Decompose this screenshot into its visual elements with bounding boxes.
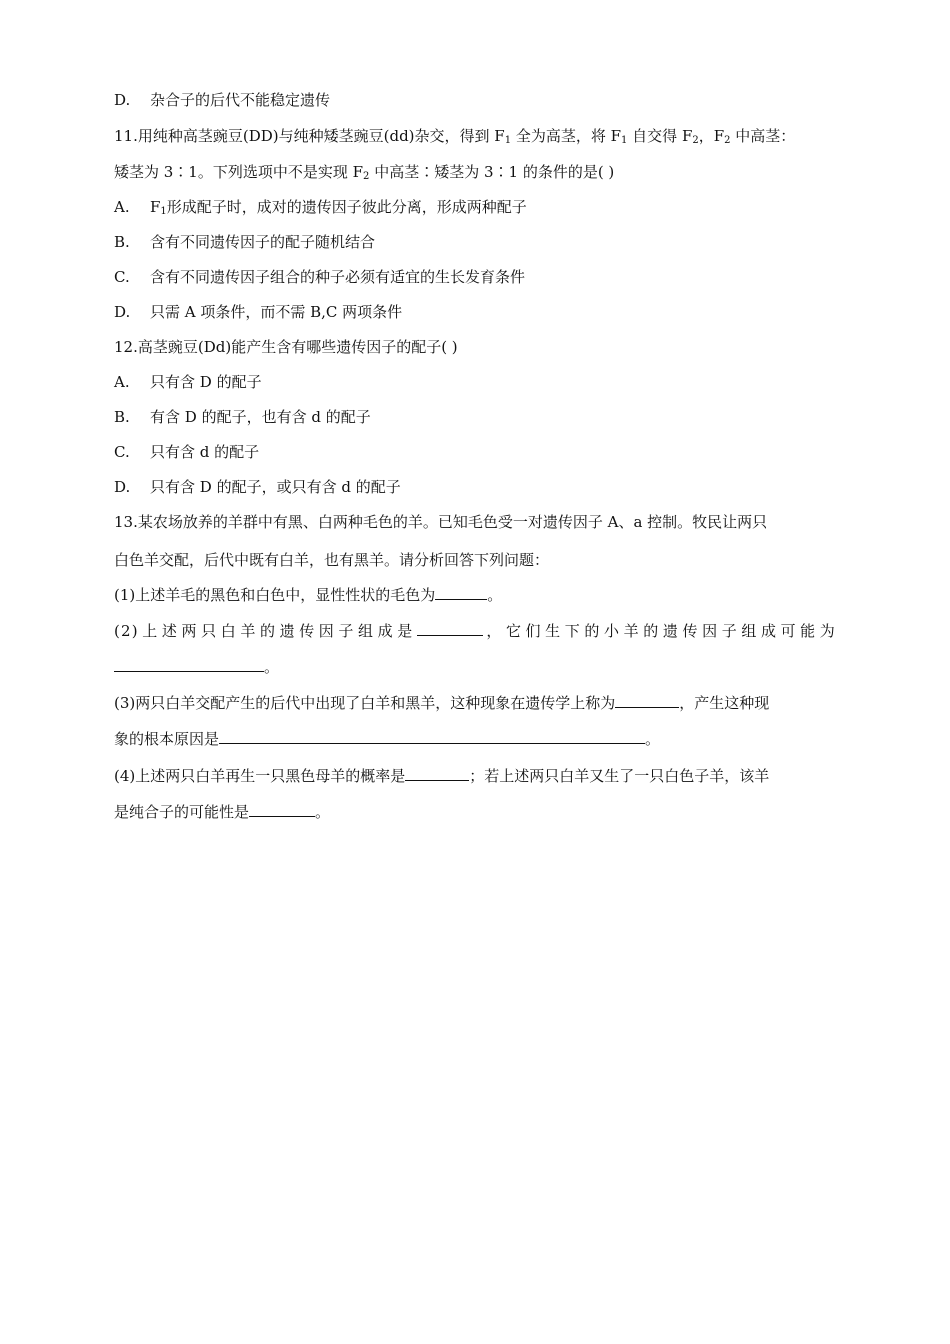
option-text: F (150, 198, 161, 216)
punctuation: 。 (487, 586, 503, 604)
option-text: 只有含 D 的配子 (150, 373, 262, 391)
answer-blank[interactable] (417, 621, 483, 636)
q11-option-d (114, 302, 836, 322)
question-text: 象的根本原因是 (114, 730, 220, 748)
option-letter: B. (114, 233, 130, 251)
stem-text: 中高茎： (730, 127, 796, 145)
q12-option-c (114, 442, 836, 462)
punctuation: 。 (264, 658, 280, 676)
option-text: 含有不同遗传因子组合的种子必须有适宜的生长发育条件 (150, 268, 526, 286)
q12-option-b (114, 407, 836, 427)
option-letter: C. (114, 443, 130, 461)
question-text: 是纯合子的可能性是 (114, 803, 250, 821)
stem-text: ，F (698, 127, 725, 145)
answer-blank[interactable] (249, 802, 315, 817)
q10-option-d (114, 90, 836, 110)
stem-text: 全为高茎，将 F (511, 127, 622, 145)
question-text: (3)两只白羊交配产生的后代中出现了白羊和黑羊，这种现象在遗传学上称为 (114, 694, 616, 712)
option-text: 只有含 D 的配子，或只有含 d 的配子 (150, 478, 401, 496)
question-text: ，产生这种现 (679, 694, 770, 712)
q13-part4-line2 (114, 802, 836, 822)
question-text: (1)上述羊毛的黑色和白色中，显性性状的毛色为 (114, 586, 436, 604)
q11-option-a (114, 197, 836, 217)
option-text: 形成配子时，成对的遗传因子彼此分离，形成两种配子 (166, 198, 527, 216)
stem-text: 自交得 F (627, 127, 693, 145)
q13-part2-line1 (114, 621, 836, 641)
option-letter: D. (114, 303, 131, 321)
subscript: 1 (504, 135, 512, 146)
q12-option-d (114, 477, 836, 497)
question-text: (2)上述两只白羊的遗传因子组成是 (114, 622, 417, 640)
subscript: 2 (724, 135, 731, 146)
q12-stem: 12.高茎豌豆(Dd)能产生含有哪些遗传因子的配子( ) (114, 338, 458, 356)
q11-stem-line2 (114, 162, 836, 182)
answer-blank[interactable] (615, 693, 679, 708)
stem-text: 11.用纯种高茎豌豆(DD)与纯种矮茎豌豆(dd)杂交，得到 F (114, 127, 505, 145)
option-letter: A. (114, 373, 130, 391)
option-text: 只需 A 项条件，而不需 B,C 两项条件 (150, 303, 403, 321)
punctuation: 。 (645, 730, 661, 748)
subscript: 1 (621, 135, 628, 146)
option-text: 含有不同遗传因子的配子随机结合 (150, 233, 376, 251)
question-text: ，它们生下的小羊的遗传因子组成可能为 (482, 622, 836, 640)
option-text: 只有含 d 的配子 (150, 443, 260, 461)
option-letter: A. (114, 198, 130, 216)
stem-text: 矮茎为 3∶1。下列选项中不是实现 F (114, 163, 364, 181)
question-text: (4)上述两只白羊再生一只黑色母羊的概率是 (114, 767, 406, 785)
subscript: 2 (692, 135, 699, 146)
q11-option-c (114, 267, 836, 287)
option-letter: B. (114, 408, 130, 426)
q13-part2-line2 (114, 657, 836, 677)
q11-stem-line1 (114, 126, 836, 146)
option-text: 杂合子的后代不能稳定遗传 (150, 91, 331, 109)
q13-stem-line1: 13.某农场放养的羊群中有黑、白两种毛色的羊。已知毛色受一对遗传因子 A、a 控制。牧民让两只 (114, 513, 768, 531)
answer-blank[interactable] (114, 657, 264, 672)
answer-blank[interactable] (219, 729, 645, 744)
q13-part3-line1 (114, 693, 836, 713)
q13-stem-line2: 白色羊交配，后代中既有白羊，也有黑羊。请分析回答下列问题： (114, 551, 550, 569)
q11-option-b (114, 232, 836, 252)
option-letter: D. (114, 478, 131, 496)
q13-part1 (114, 585, 836, 605)
question-text: ；若上述两只白羊又生了一只白色子羊，该羊 (469, 767, 770, 785)
q12-option-a (114, 372, 836, 392)
option-letter: C. (114, 268, 130, 286)
option-text: 有含 D 的配子，也有含 d 的配子 (150, 408, 371, 426)
subscript: 1 (160, 206, 167, 217)
stem-text: 中高茎∶矮茎为 3∶1 的条件的是( ) (369, 163, 615, 181)
q13-part4-line1 (114, 766, 836, 786)
answer-blank[interactable] (405, 766, 469, 781)
option-letter: D. (114, 91, 131, 109)
answer-blank[interactable] (435, 585, 487, 600)
subscript: 2 (363, 171, 370, 182)
punctuation: 。 (315, 803, 331, 821)
q13-part3-line2 (114, 729, 836, 749)
